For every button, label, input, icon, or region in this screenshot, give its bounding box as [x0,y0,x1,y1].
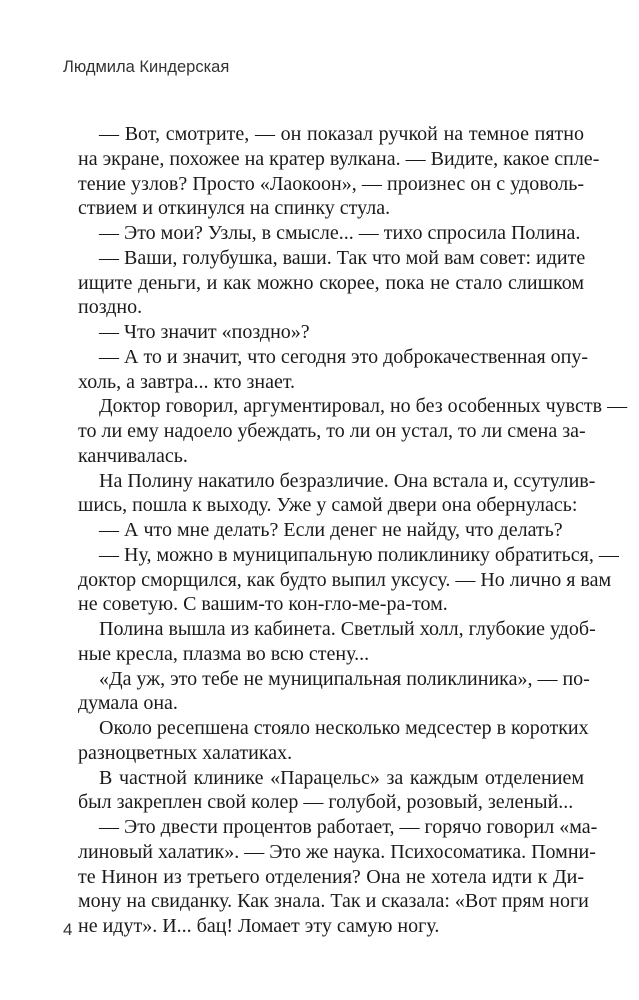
text-line: ные кресла, плазма во всю стену... [78,642,370,665]
paragraph [78,667,590,717]
paragraph [78,469,596,519]
text-line: На Полину накатило безразличие. Она встала и, ссутулив- [99,469,596,492]
text-line: — Это мои? Узлы, в смысле... — тихо спросила Полина. [99,222,581,244]
text-line: канчивалась. [78,444,188,467]
text-line: — Ваши, голубушка, ваши. Так что мой вам совет: идите [99,246,586,269]
text-line: — Ну, можно в муниципальную поликлинику обратиться, — [99,543,619,566]
paragraph [78,617,596,667]
paragraph [78,246,584,320]
text-line: — Это двести процентов работает, — горячо говорил «ма- [99,816,598,838]
text-line: «Да уж, это тебе не муниципальная поликлиника», — по- [99,667,590,690]
text-line: ствием и откинулся на спинку стула. [78,197,391,220]
text-line: — Что значит «поздно»? [99,321,310,343]
text-line: не советую. С вашим-то кон-гло-ме-ра-том. [78,593,448,616]
text-line: Около ресепшена стояло несколько медсестер в коротких [99,717,589,739]
running-head-author: Людмила Киндерская [63,58,230,76]
text-line: Доктор говорил, аргументировал, но без особенных чувств — [99,395,628,418]
text-line: думала она. [78,692,178,715]
text-line: не идут». И... бац! Ломает эту самую ногу. [78,915,440,937]
paragraph [78,766,584,816]
text-line: мону на свиданку. Как знала. Так и сказала: «Вот прям ноги [78,890,589,913]
text-line: разноцветных халатиках. [78,741,293,764]
text-line: на экране, похожее на кратер вулкана. — Видите, какое спле- [78,147,600,170]
text-line: тение узлов? Просто «Лаокоон», — произнес он с удоволь- [78,172,584,195]
text-line: те Нинон из третьего отделения? Она не хотела идти к Ди- [78,865,584,888]
text-line: — А что мне делать? Если денег не найду, что делать? [99,519,563,541]
paragraph [78,221,584,246]
paragraph [78,815,598,939]
paragraph [78,518,584,543]
text-line: шись, пошла к выходу. Уже у самой двери она обернулась: [78,494,578,517]
paragraph [78,345,589,395]
text-line: Полина вышла из кабинета. Светлый холл, глубокие удоб- [99,618,596,640]
text-line: линовый халатик». — Это же наука. Психосоматика. Помни- [78,840,596,863]
text-line: то ли ему надоело убеждать, то ли он устал, то ли смена за- [78,420,586,442]
text-line: — А то и значит, что сегодня это доброкачественная опу- [99,345,589,368]
page-number: 4 [63,920,73,939]
paragraph [78,394,628,468]
text-line: холь, а завтра... кто знает. [78,370,296,393]
text-line: ищите деньги, и как можно скорее, пока не стало слишком [78,271,584,294]
text-line: был закреплен свой колер — голубой, розовый, зеленый... [78,791,574,814]
paragraph [78,122,600,221]
paragraph [78,543,619,617]
body-text [78,122,628,939]
text-line: — Вот, смотрите, — он показал ручкой на темное пятно [99,123,584,145]
text-line: В частной клинике «Парацельс» за каждым отделением [99,766,584,789]
text-line: поздно. [78,296,143,319]
paragraph [78,320,584,345]
text-line: доктор сморщился, как будто выпил уксусу. — Но лично я вам [78,568,612,591]
paragraph [78,716,589,766]
